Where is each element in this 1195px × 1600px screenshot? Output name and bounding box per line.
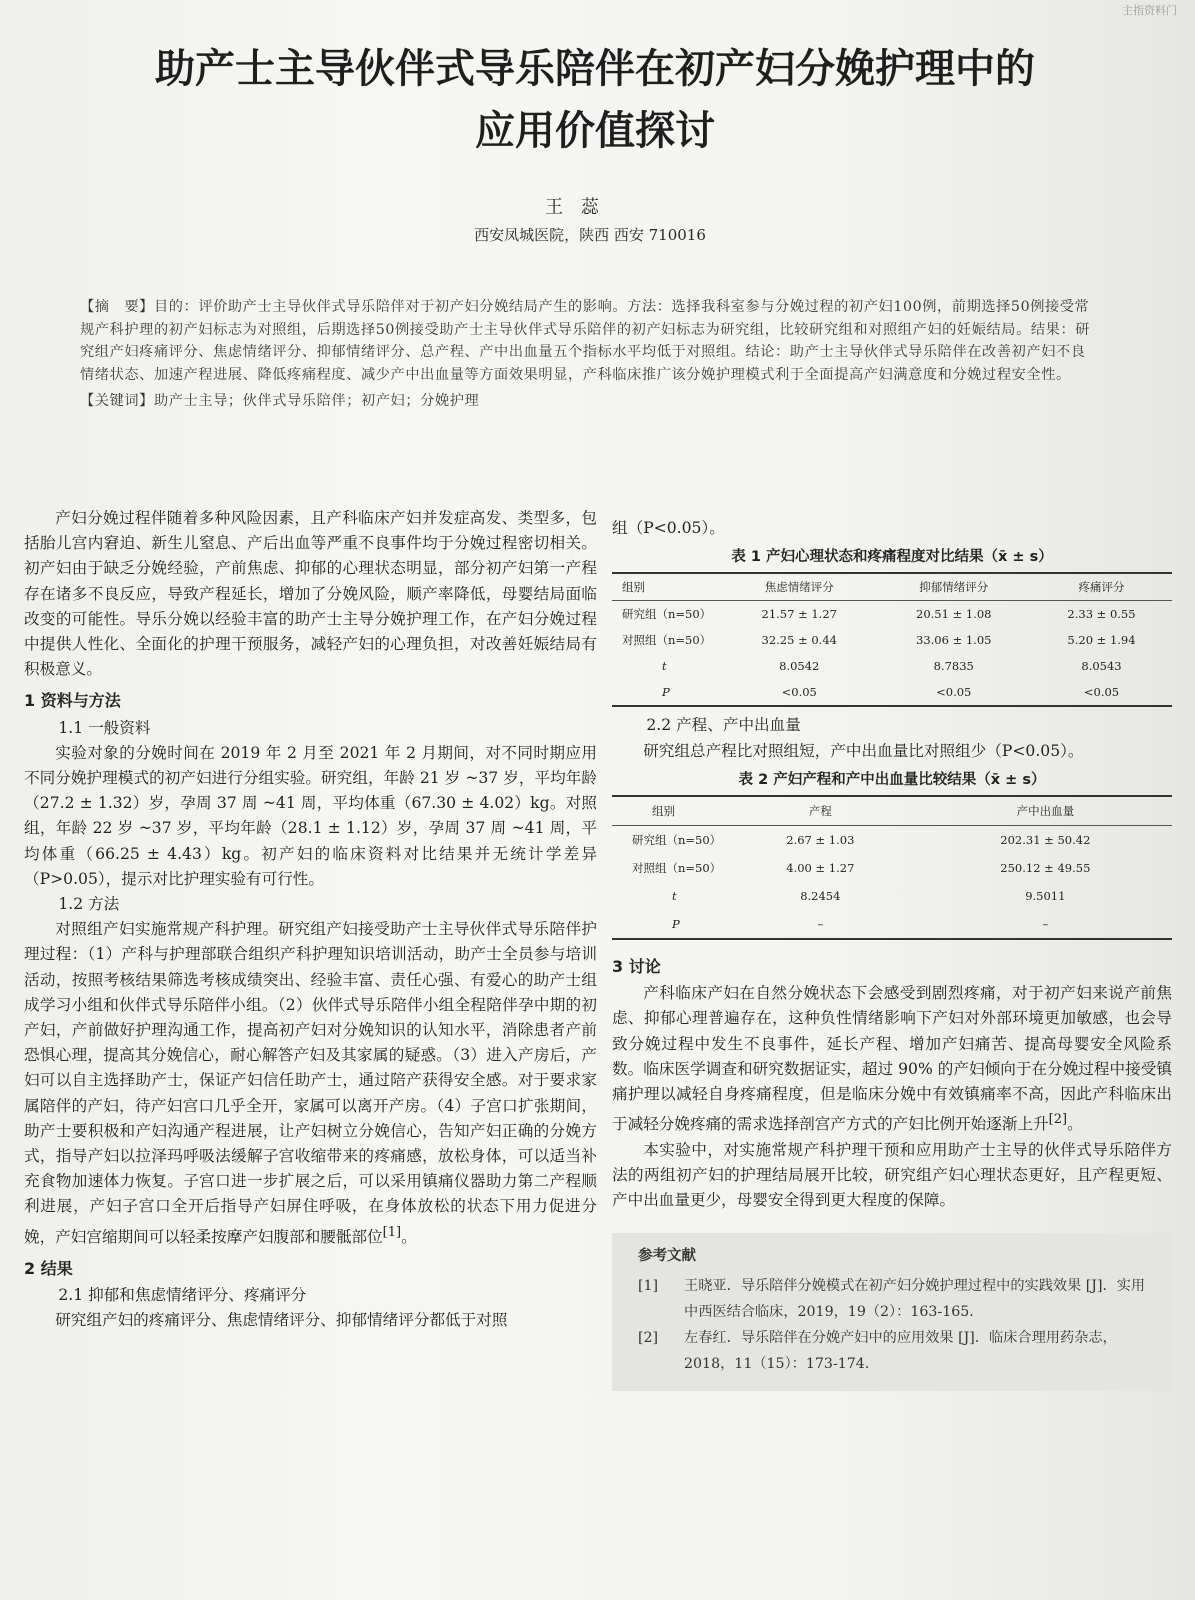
table-cell: 5.20 ± 1.94 xyxy=(1067,633,1136,648)
reference-item xyxy=(638,1325,1154,1377)
reference-number: [1] xyxy=(638,1278,659,1295)
references-box xyxy=(612,1233,1172,1391)
section-heading-results: 2 结果 xyxy=(24,1259,73,1279)
article-title xyxy=(40,38,1150,162)
keywords xyxy=(80,390,1095,413)
title-line-2: 应用价值探讨 xyxy=(475,108,715,154)
table-1-caption: 表 1 产妇心理状态和疼痛程度对比结果（x̄ ± s） xyxy=(731,549,1053,566)
reference-item xyxy=(638,1273,1154,1325)
scores-paragraph: 研究组产妇的疼痛评分、焦虑情绪评分、抑郁情绪评分都低于对照 xyxy=(55,1311,508,1330)
citation-2: [2] xyxy=(1048,1112,1068,1128)
intro-paragraph: 产妇分娩过程伴随着多种风险因素，且产科临床产妇并发症高发、类型多，包括胎儿宫内窘迫、新生儿窒息、产后出血等严重不良事件均于分娩过程密切相关。初产妇由于缺乏分娩经验，产前焦虑、抑郁的心理状态明显，部分初产妇第一产程存在诸多不良反应，导致产程延长，增加了分娩风险，顺产率降低，母婴结局面临改变的可能性。导乐分娩以经验丰富的助产士主导分娩护理工作，在产妇分娩过程中提供人性化、全面化的护理干预服务，减轻产妇的心理负担，对改善妊娠结局有积极意义。 xyxy=(24,509,597,679)
table-row xyxy=(612,910,1172,939)
right-column xyxy=(612,516,1172,1391)
table-row xyxy=(612,679,1172,706)
table-cell: 202.31 ± 50.42 xyxy=(1000,833,1091,848)
table-cell: <0.05 xyxy=(936,685,972,700)
table-cell: – xyxy=(1042,917,1049,932)
table-cell: t xyxy=(672,889,677,904)
abstract-body: 目的：评价助产士主导伙伴式导乐陪伴对于初产妇分娩结局产生的影响。方法：选择我科室参与分娩过程的初产妇100例，前期选择50例接受常规产科护理的初产妇标志为对照组，后期选择50例接受助产士主导伙伴式导乐陪伴的初产妇标志为研究组，比较研究组和对照组产妇的妊娠结局。结果：研究组产妇疼痛评分、焦虑情绪评分、抑郁情绪评分、总产程、产中出血量五个指标水平均低于对照组。结论：助产士主导伙伴式导乐陪伴在改善初产妇不良情绪状态、加速产程进展、降低疼痛程度、减少产中出血量等方面效果明显，产科临床推广该分娩护理模式利于全面提高产妇满意度和分娩过程安全性。 xyxy=(80,299,1091,383)
section-heading-discussion: 3 讨论 xyxy=(612,957,661,977)
general-data-paragraph: 实验对象的分娩时间在 2019 年 2 月至 2021 年 2 月期间，对不同时期应用不同分娩护理模式的初产妇进行分组实验。研究组，年龄 21 岁 ~37 岁，平均年龄（27.2 ± 1.32）岁，孕周 37 周 ~41 周，平均体重（67.30 ± 4.02）kg。对照组，年龄 22 岁 ~37 岁，平均年龄（28.1 ± 1.12）岁，孕周 37 周 ~41 周，平均体重（66.25 ± 4.43）kg。初产妇的临床资料对比结果并无统计学差异（P>0.05），提示对比护理实验有可行性。 xyxy=(24,743,597,888)
discussion-paragraph-2: 本实验中，对实施常规产科护理干预和应用助产士主导的伙伴式导乐陪伴方法的两组初产妇的护理结局展开比较，研究组产妇心理状态更好，且产程更短、产中出血量更少，母婴安全得到更大程度的保障。 xyxy=(612,1140,1172,1210)
table-cell: 对照组（n=50） xyxy=(622,633,712,648)
table-cell: <0.05 xyxy=(1083,685,1120,700)
subsection-heading-method: 1.2 方法 xyxy=(58,895,120,914)
table-cell: P xyxy=(662,685,670,700)
running-header: 主指资料门 xyxy=(1122,4,1177,17)
table-1 xyxy=(612,572,1172,707)
keywords-label: 【关键词】 xyxy=(80,393,154,409)
method-paragraph: 对照组产妇实施常规产科护理。研究组产妇接受助产士主导伙伴式导乐陪伴护理过程：（1）产科与护理部联合组织产科护理知识培训活动，助产士全员参与培训活动，按照考核结果筛选考核成绩突出、经验丰富、责任心强、有爱心的助产士组成学习小组和伙伴式导乐陪伴小组。（2）伙伴式导乐陪伴小组全程陪伴孕中期的初产妇，产前做好护理沟通工作，提高初产妇对分娩知识的认知水平，消除患者产前恐惧心理，提高其分娩信心，耐心解答产妇及其家属的疑惑。（3）进入产房后，产妇可以自主选择助产士，保证产妇信任助产士，通过陪产获得安全感。对于要求家属陪伴的产妇，待产妇宫口几乎全开，家属可以离开产房。（4）子宫口扩张期间，助产士要积极和产妇沟通产程进展，让产妇树立分娩信心，告知产妇正确的分娩方式，指导产妇以拉泽玛呼吸法缓解子宫收缩带来的疼痛感，放松身体，可以适当补充食物加速体力恢复。子宫口进一步扩展之后，可以采用镇痛仪器助力第二产程顺利进展，产妇子宫口全开后指导产妇屏住呼吸，在身体放松的状态下用力促进分娩，产妇宫缩期间可以轻柔按摩产妇腹部和腰骶部位[1]。 xyxy=(24,920,597,1246)
table-cell: 研究组（n=50） xyxy=(622,607,712,622)
scores-paragraph-cont: 组（P<0.05）。 xyxy=(612,519,725,537)
table-cell: 研究组（n=50） xyxy=(632,833,722,848)
table-cell: 8.0543 xyxy=(1081,659,1122,674)
reference-number: [2] xyxy=(638,1330,659,1347)
table-cell: 250.12 ± 49.55 xyxy=(1000,861,1091,876)
table-cell: 33.06 ± 1.05 xyxy=(916,633,992,648)
author-name: 王 蕊 xyxy=(545,197,605,218)
references-title: 参考文献 xyxy=(638,1248,696,1265)
table-cell: t xyxy=(662,659,667,674)
table-cell: 21.57 ± 1.27 xyxy=(761,607,837,622)
table-cell: 8.7835 xyxy=(933,659,974,674)
subsection-heading-scores: 2.1 抑郁和焦虑情绪评分、疼痛评分 xyxy=(58,1286,307,1305)
table-2 xyxy=(612,795,1172,940)
discussion-text-1: 产科临床产妇在自然分娩状态下会感受到剧烈疼痛，对于初产妇来说产前焦虑、抑郁心理普遍存在，这种负性情绪影响下产妇对外部环境更加敏感，也会导致分娩过程中发生不良事件，延长产程、增加产妇痛苦、提高母婴安全风险系数。临床医学调查和研究数据证实，超过 90% 的产妇倾向于在分娩过程中接受镇痛护理以减轻自身疼痛程度，但是临床分娩中有效镇痛率不高，因此产科临床出于减轻分娩疼痛的需求选择剖宫产方式的产妇比例开始逐渐上升 xyxy=(612,984,1172,1134)
abstract-label: 【摘 要】 xyxy=(80,299,154,315)
section-heading-methods: 1 资料与方法 xyxy=(24,691,121,711)
table-row xyxy=(612,627,1172,653)
table-2-caption: 表 2 产妇产程和产中出血量比较结果（x̄ ± s） xyxy=(738,771,1046,788)
author-affiliation: 西安凤城医院，陕西 西安 710016 xyxy=(474,226,706,244)
table-header: 抑郁情绪评分 xyxy=(877,573,1032,601)
discussion-paragraph-1: 产科临床产妇在自然分娩状态下会感受到剧烈疼痛，对于初产妇来说产前焦虑、抑郁心理普遍存在，这种负性情绪影响下产妇对外部环境更加敏感，也会导致分娩过程中发生不良事件，延长产程、增加产妇痛苦、提高母婴安全风险系数。临床医学调查和研究数据证实，超过 90% 的产妇倾向于在分娩过程中接受镇痛护理以减轻自身疼痛程度，但是临床分娩中有效镇痛率不高，因此产科临床出于减轻分娩疼痛的需求选择剖宫产方式的产妇比例开始逐渐上升[2]。 xyxy=(612,984,1172,1134)
table-cell: 4.00 ± 1.27 xyxy=(786,861,855,876)
table-cell: 20.51 ± 1.08 xyxy=(916,607,992,622)
reference-text: 王晓亚．导乐陪伴分娩模式在初产妇分娩护理过程中的实践效果 [J]．实用中西医结合临床，2019，19（2）：163-165． xyxy=(684,1278,1146,1321)
left-column xyxy=(24,506,597,1334)
table-row xyxy=(612,601,1172,628)
labor-paragraph: 研究组总产程比对照组短，产中出血量比对照组少（P<0.05）。 xyxy=(643,741,1084,760)
reference-text: 左春红．导乐陪伴在分娩产妇中的应用效果 [J]．临床合理用药杂志，2018，11（15）：173-174． xyxy=(684,1330,1117,1373)
title-line-1: 助产士主导伙伴式导乐陪伴在初产妇分娩护理中的 xyxy=(155,46,1035,92)
table-header: 产中出血量 xyxy=(919,796,1172,826)
table-header: 疼痛评分 xyxy=(1031,573,1172,601)
table-cell: P xyxy=(672,917,680,932)
table-row xyxy=(612,653,1172,679)
abstract-block xyxy=(80,296,1095,413)
table-cell: 对照组（n=50） xyxy=(632,861,722,876)
abstract-text xyxy=(80,296,1095,386)
table-row xyxy=(612,826,1172,855)
table-cell: 2.67 ± 1.03 xyxy=(786,833,855,848)
keywords-body: 助产士主导；伙伴式导乐陪伴；初产妇；分娩护理 xyxy=(153,393,480,409)
table-cell: 8.2454 xyxy=(800,889,841,904)
method-text: 对照组产妇实施常规产科护理。研究组产妇接受助产士主导伙伴式导乐陪伴护理过程：（1）产科与护理部联合组织产科护理知识培训活动，助产士全员参与培训活动，按照考核结果筛选考核成绩突出、经验丰富、责任心强、有爱心的助产士组成学习小组和伙伴式导乐陪伴小组。（2）伙伴式导乐陪伴小组全程陪伴孕中期的初产妇，产前做好护理沟通工作，提高初产妇对分娩知识的认知水平，消除患者产前恐惧心理，提高其分娩信心，耐心解答产妇及其家属的疑惑。（3）进入产房后，产妇可以自主选择助产士，保证产妇信任助产士，通过陪产获得安全感。对于要求家属陪伴的产妇，待产妇宫口几乎全开，家属可以离开产房。（4）子宫口扩张期间，助产士要积极和产妇沟通产程进展，让产妇树立分娩信心，告知产妇正确的分娩方式，指导产妇以拉泽玛呼吸法缓解子宫收缩带来的疼痛感，放松身体，可以适当补充食物加速体力恢复。子宫口进一步扩展之后，可以采用镇痛仪器助力第二产程顺利进展，产妇子宫口全开后指导产妇屏住呼吸，在身体放松的状态下用力促进分娩，产妇宫缩期间可以轻柔按摩产妇腹部和腰骶部位 xyxy=(24,920,597,1246)
table-header: 组别 xyxy=(612,796,722,826)
table-cell: 32.25 ± 0.44 xyxy=(761,633,837,648)
subsection-heading-labor: 2.2 产程、产中出血量 xyxy=(646,716,801,735)
subsection-heading-general: 1.1 一般资料 xyxy=(58,718,151,737)
table-cell: 9.5011 xyxy=(1025,889,1066,904)
table-header: 组别 xyxy=(612,573,722,601)
table-cell: <0.05 xyxy=(781,685,817,700)
table-row xyxy=(612,882,1172,910)
table-row xyxy=(612,854,1172,882)
table-cell: 8.0542 xyxy=(779,659,820,674)
table-cell: 2.33 ± 0.55 xyxy=(1067,607,1136,622)
table-header: 产程 xyxy=(722,796,919,826)
table-cell: – xyxy=(817,917,824,932)
citation-1: [1] xyxy=(382,1224,402,1240)
table-header: 焦虑情绪评分 xyxy=(722,573,877,601)
